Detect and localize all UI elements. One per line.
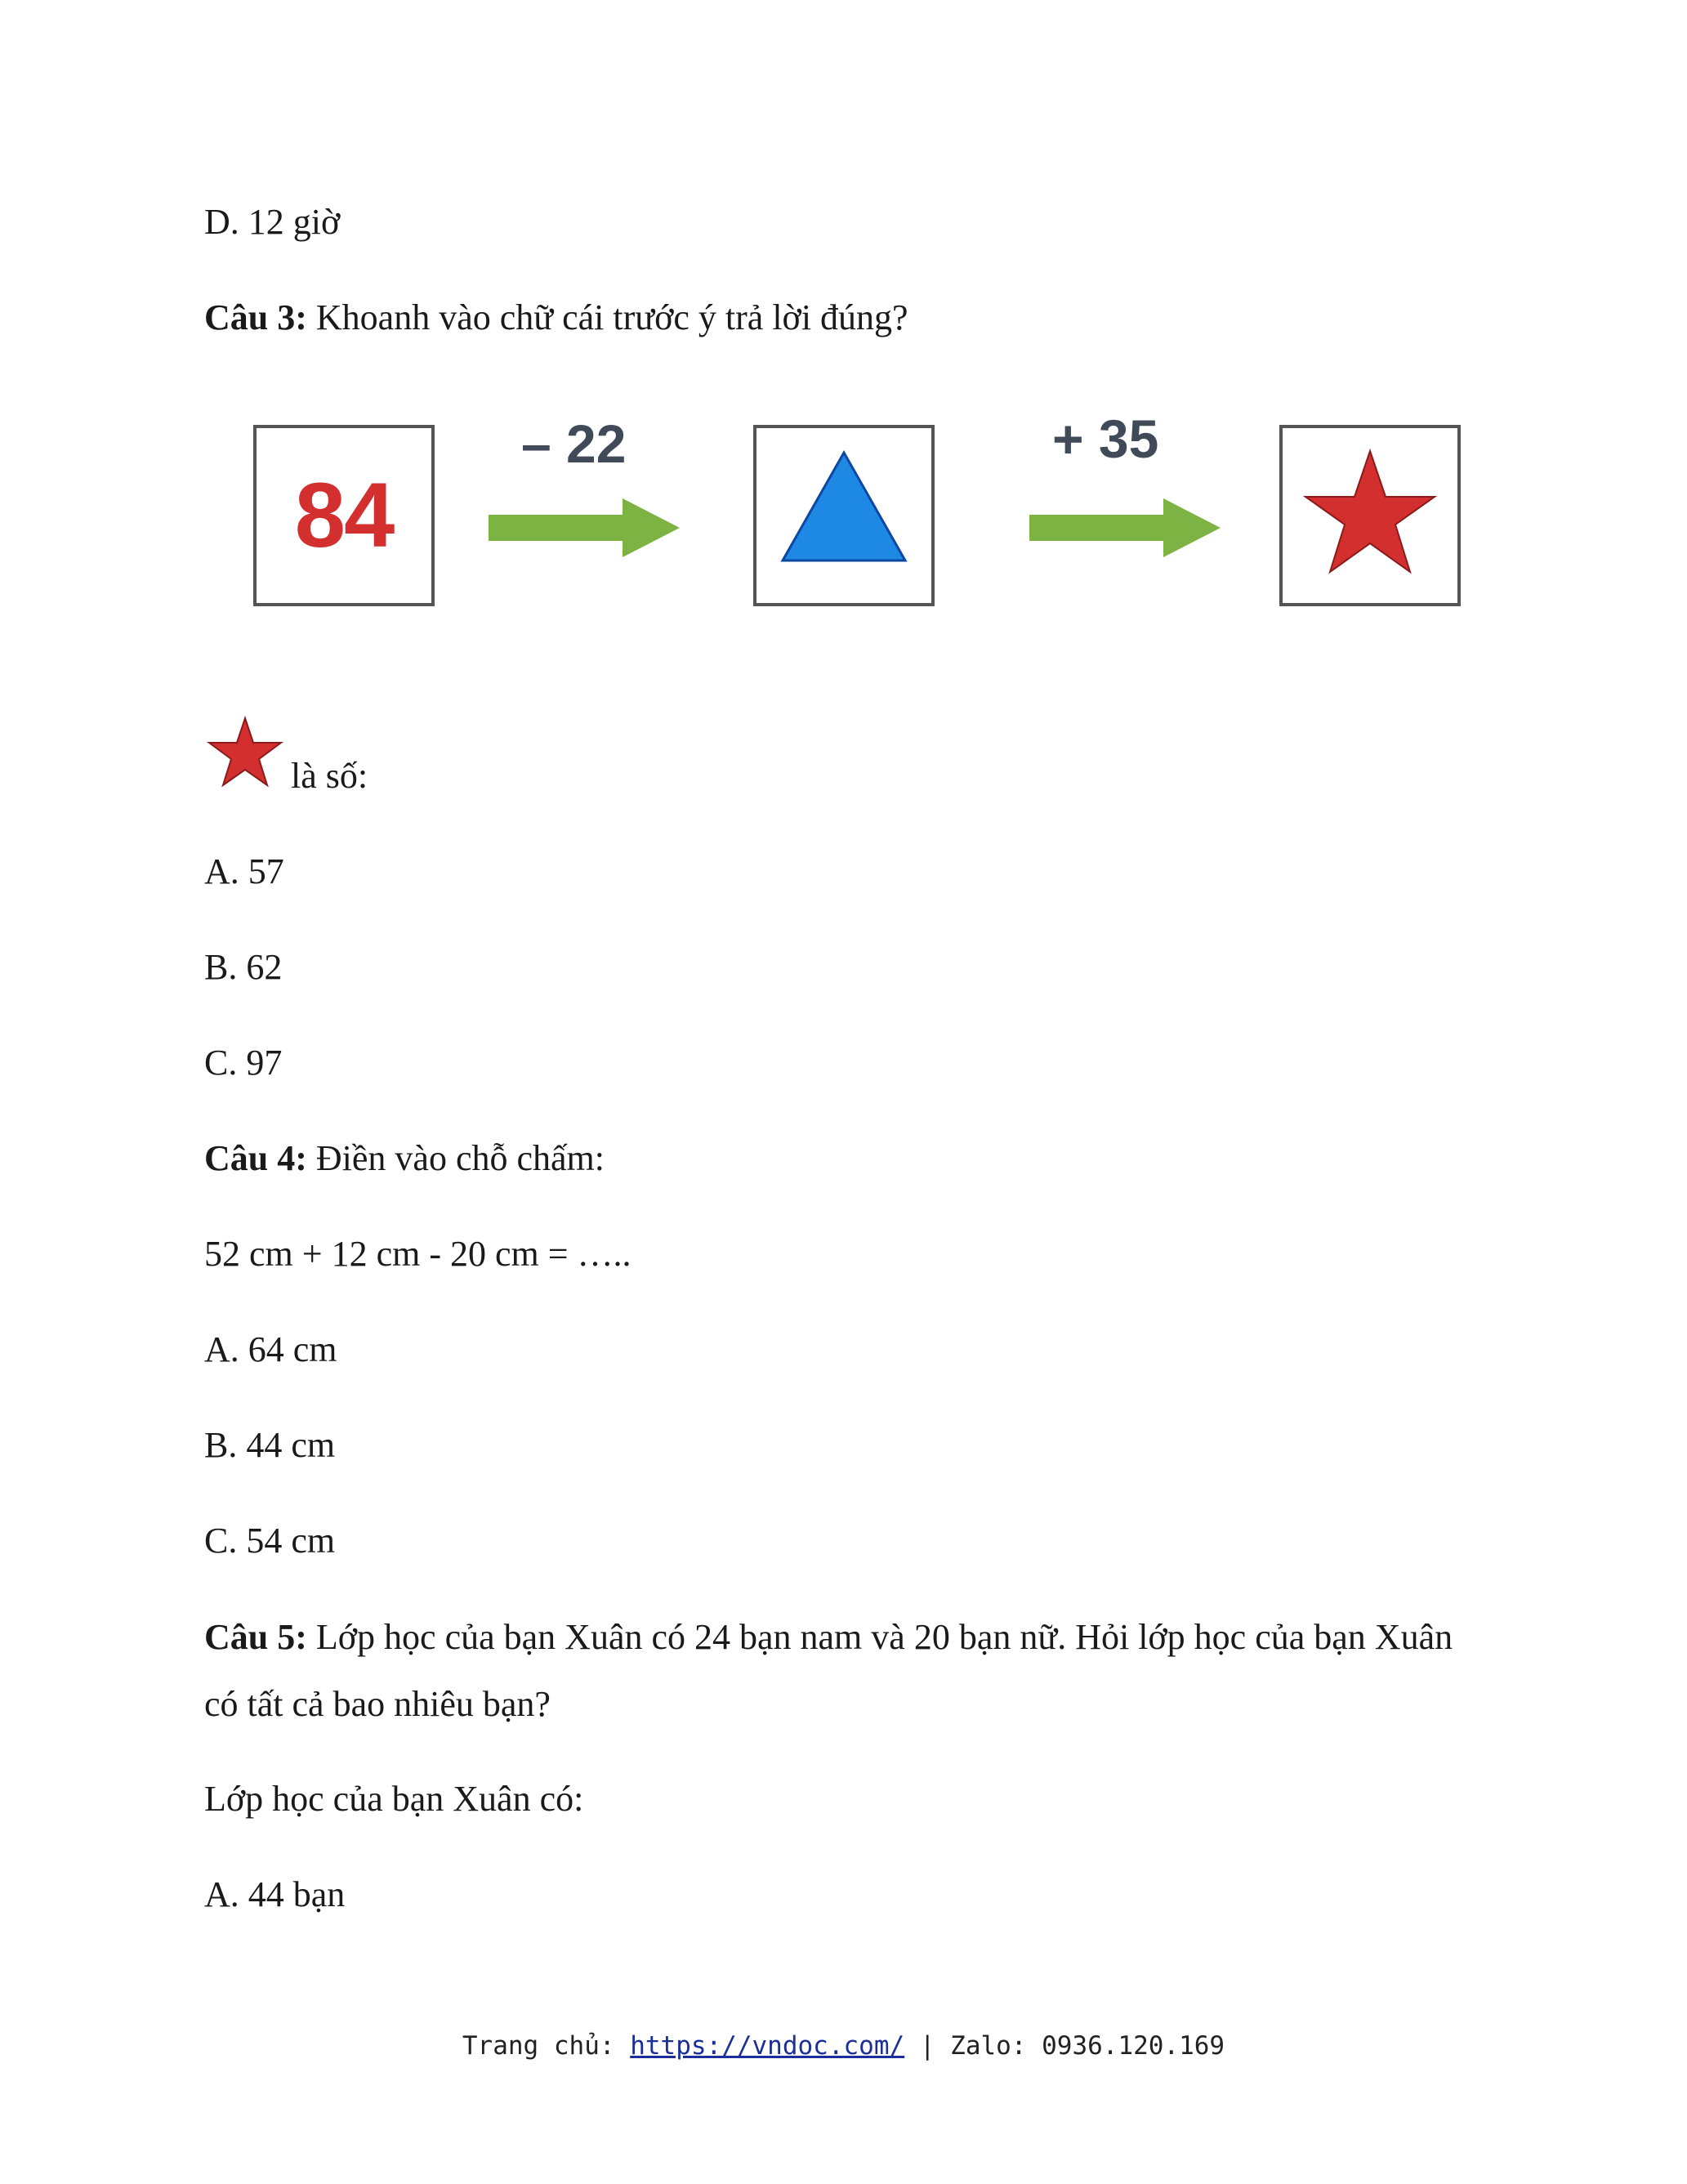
question-4	[204, 1134, 605, 1183]
class-has: Lớp học của bạn Xuân có:	[204, 1779, 584, 1819]
answer-a-57: A. 57	[204, 851, 284, 891]
footer-separator: |	[904, 2031, 951, 2061]
arrow-right-icon	[489, 498, 680, 557]
question-4-text: Điền vào chỗ chấm:	[306, 1138, 605, 1178]
question-5-label: Câu 5:	[204, 1617, 307, 1657]
star-icon	[1283, 428, 1457, 603]
answer-b-62: B. 62	[204, 947, 283, 987]
question-4-label: Câu 4:	[204, 1138, 307, 1178]
start-number-box	[253, 425, 435, 606]
footer-zalo: Zalo: 0936.120.169	[950, 2031, 1225, 2061]
question-3-label: Câu 3:	[204, 297, 307, 337]
minus-22-label: – 22	[521, 413, 627, 474]
star-icon	[206, 715, 284, 790]
answer-c-54cm: C. 54 cm	[204, 1521, 336, 1561]
answer-b-44cm: B. 44 cm	[204, 1425, 336, 1465]
page-footer	[0, 2031, 1687, 2061]
arrow-right-icon	[1029, 498, 1221, 557]
answer-a-64cm: A. 64 cm	[204, 1329, 337, 1369]
arithmetic-chain-diagram	[204, 386, 1487, 647]
plus-35-label: + 35	[1052, 409, 1159, 469]
homepage-link[interactable]: https://vndoc.com/	[630, 2031, 905, 2061]
triangle-icon	[756, 428, 931, 603]
question-5	[204, 1604, 1495, 1738]
question-5-text: Lớp học của bạn Xuân có 24 bạn nam và 20 bạn nữ. Hỏi lớp học của bạn Xuân có tất cả bao nhiêu bạn?	[204, 1617, 1453, 1724]
answer-a-44-ban: A. 44 bạn	[204, 1874, 346, 1914]
triangle-box	[753, 425, 935, 606]
star-is-number: là số:	[291, 756, 368, 796]
question-3-text: Khoanh vào chữ cái trước ý trả lời đúng?	[306, 297, 908, 337]
star-box	[1279, 425, 1461, 606]
question-3	[204, 293, 908, 342]
start-number: 84	[294, 464, 394, 566]
answer-d-12-gio: D. 12 giờ	[204, 202, 341, 242]
answer-c-97: C. 97	[204, 1043, 283, 1083]
footer-prefix: Trang chủ:	[462, 2031, 631, 2061]
expression: 52 cm + 12 cm - 20 cm = …..	[204, 1234, 632, 1274]
